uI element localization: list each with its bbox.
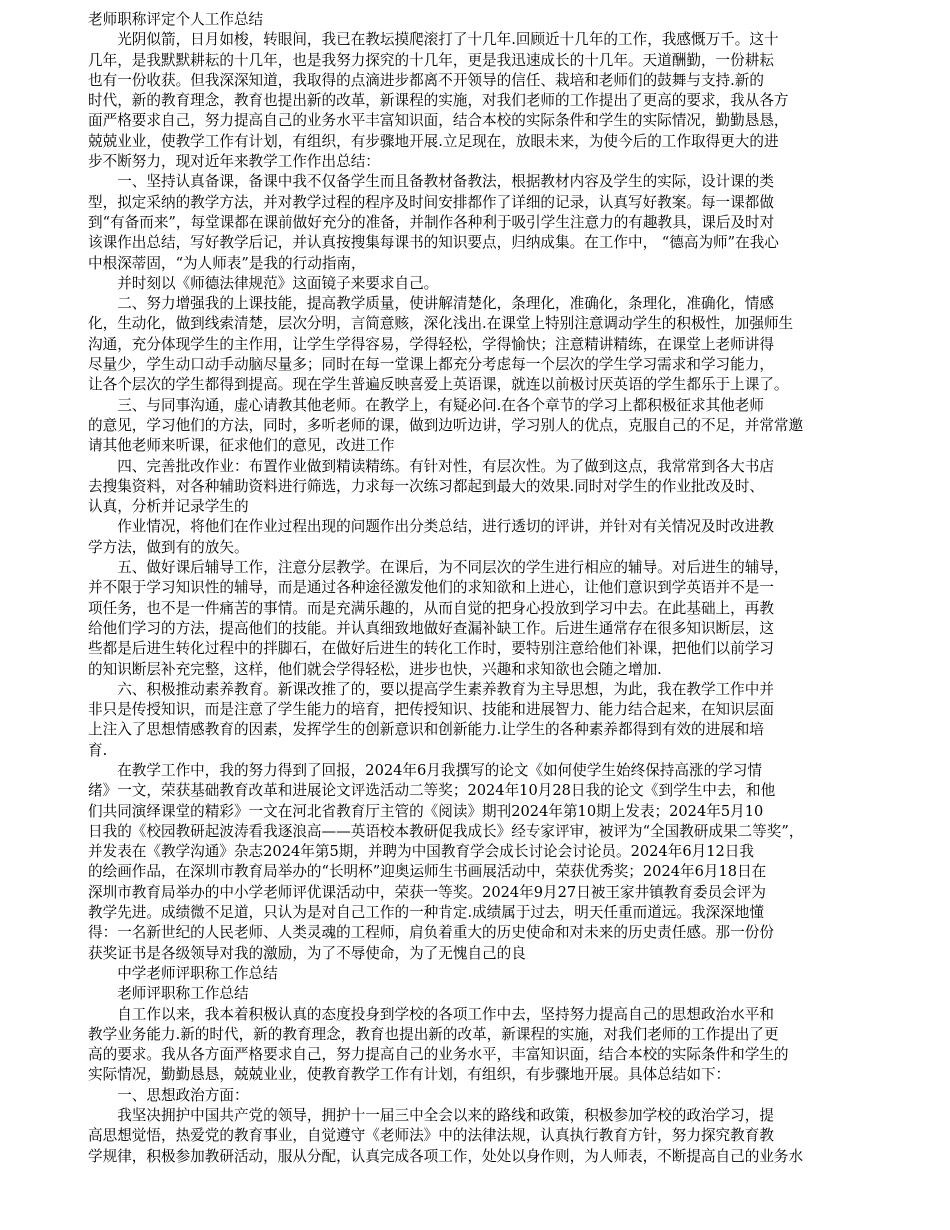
text-line: 学方法，做到有的放矢。 bbox=[88, 538, 249, 556]
text-line: 教学先进。成绩微不足道，只认为是对自己工作的一种肯定.成绩属于过去，明天任重而道远。我深深地懂 bbox=[88, 904, 764, 922]
text-line: 高思想觉悟，热爱党的教育事业，自觉遵守《老师法》中的法律法规，认真执行教育方针，努力探究教育教 bbox=[88, 1127, 774, 1145]
text-line: 获奖证书是各级领导对我的激励，为了不辱使命，为了无愧自己的良 bbox=[88, 944, 526, 962]
document-body bbox=[88, 10, 862, 1167]
text-line: 并时刻以《师德法律规范》这面镜子来要求自己。 bbox=[117, 274, 439, 292]
text-line: 的绘画作品，在深圳市教育局举办的“长明杯”迎奥运师生书画展活动中，荣获优秀奖；2024年6月18日在 bbox=[88, 863, 767, 881]
text-line: 去搜集资料，对各种辅助资料进行筛选，力求每一次练习都起到最大的效果.同时对学生的作业批改及时、 bbox=[88, 477, 764, 495]
text-line: 我坚决拥护中国共产党的领导，拥护十一届三中全会以来的路线和政策，积极参加学校的政治学习，提 bbox=[117, 1107, 774, 1125]
text-line: 一、坚持认真备课，备课中我不仅备学生而且备教材备教法，根据教材内容及学生的实际，设计课的类 bbox=[117, 173, 774, 191]
text-line: 并不限于学习知识性的辅导，而是通过各种途径激发他们的求知欲和上进心，让他们意识到学英语并不是一 bbox=[88, 579, 774, 597]
text-line: 项任务，也不是一件痛苦的事情。而是充满乐趣的，从而自觉的把身心投放到学习中去。在此基础上，再教 bbox=[88, 599, 774, 617]
text-line: 沟通，充分体现学生的主作用，让学生学得容易，学得轻松，学得愉快；注意精讲精练，在课堂上老师讲得 bbox=[88, 335, 774, 353]
text-line: 化，生动化，做到线索清楚，层次分明，言简意赅，深化浅出.在课堂上特别注意调动学生的积极性，加强师生 bbox=[88, 315, 794, 333]
text-line: 实际情况，勤勤恳恳，兢兢业业，使教育教学工作有计划，有组织，有步骤地开展。具体总结如下： bbox=[88, 1066, 731, 1084]
text-line: 自工作以来，我本着积极认真的态度投身到学校的各项工作中去，坚持努力提高自己的思想政治水平和 bbox=[117, 1005, 774, 1023]
text-line: 让各个层次的学生都得到提高。现在学生普遍反映喜爱上英语课，就连以前极讨厌英语的学生都乐于上课了。 bbox=[88, 376, 789, 394]
text-line: 深圳市教育局举办的中小学老师评优课活动中，荣获一等奖。2024年9月27日被王家井镇教育委员会评为 bbox=[88, 883, 766, 901]
text-line: 绪》一文，荣获基础教育改革和进展论文评选活动二等奖；2024年10月28日我的论文《到学生中去，和他 bbox=[88, 782, 776, 800]
text-line: 三、与同事沟通，虚心请教其他老师。在教学上，有疑必问.在各个章节的学习上都积极征求其他老师 bbox=[117, 396, 764, 414]
text-line: 作业情况，将他们在作业过程出现的问题作出分类总结，进行透切的评讲，并针对有关情况及时改进教 bbox=[117, 518, 774, 536]
text-line: 六、积极推动素养教育。新课改推了的，要以提高学生素养教育为主导思想，为此，我在教学工作中并 bbox=[117, 680, 774, 698]
text-line: 光阴似箭，日月如梭，转眼间，我已在教坛摸爬滚打了十几年.回顾近十几年的工作，我感慨万千。这十 bbox=[117, 31, 779, 49]
document-title: 老师职称评定个人工作总结 bbox=[88, 11, 264, 28]
text-line: 型，拟定采纳的教学方法，并对教学过程的程序及时间安排都作了详细的记录，认真写好教案。每一课都做 bbox=[88, 193, 774, 211]
text-line: 步不断努力，现对近年来教学工作作出总结： bbox=[88, 153, 380, 171]
text-line: 时代，新的教育理念，教育也提出新的改革，新课程的实施，对我们老师的工作提出了更高的要求，我从各方 bbox=[88, 92, 789, 110]
text-line: 兢兢业业，使教学工作有计划，有组织，有步骤地开展.立足现在，放眼未来，为使今后的工作取得更大的进 bbox=[88, 132, 779, 150]
text-line: 日我的《校园教研起波涛看我逐浪高——英语校本教研促我成长》经专家评审，被评为“全国教研成果二等奖”， bbox=[88, 822, 804, 840]
text-line: 五、做好课后辅导工作，注意分层教学。在课后，为不同层次的学生进行相应的辅导。对后进生的辅导， bbox=[117, 559, 789, 577]
text-line: 些都是后进生转化过程中的拌脚石，在做好后进生的转化工作时，要特别注意给他们补课，把他们以前学习 bbox=[88, 640, 774, 658]
text-line: 到“有备而来”，每堂课都在课前做好充分的准备，并制作各种利于吸引学生注意力的有趣教具，课后及时对 bbox=[88, 213, 775, 231]
text-line: 们共同演绎课堂的精彩》一文在河北省教育厅主管的《阅读》期刊2024年第10期上发表；2024年5月10 bbox=[88, 802, 764, 820]
text-line: 教学业务能力.新的时代，新的教育理念，教育也提出新的改革，新课程的实施，对我们老师的工作提出了更 bbox=[88, 1025, 779, 1043]
text-line: 的意见，学习他们的方法，同时，多听老师的课，做到边听边讲，学习别人的优点，克服自己的不足，并常常邀 bbox=[88, 416, 804, 434]
text-line: 上注入了思想情感教育的因素，发挥学生的创新意识和创新能力.让学生的各种素养都得到有效的进展和培 bbox=[88, 721, 764, 739]
text-line: 面严格要求自己，努力提高自己的业务水平丰富知识面，结合本校的实际条件和学生的实际情况，勤勤恳恳， bbox=[88, 112, 789, 130]
text-line: 中学老师评职称工作总结 bbox=[117, 964, 278, 982]
text-line: 并发表在《教学沟通》杂志2024年第5期，并聘为中国教育学会成长讨论会讨论员。2024年6月12日我 bbox=[88, 843, 754, 861]
text-line: 得：一名新世纪的人民老师、人类灵魂的工程师，肩负着重大的历史使命和对未来的历史责任感。那一份份 bbox=[88, 924, 774, 942]
text-line: 给他们学习的方法，提高他们的技能。并认真细致地做好查漏补缺工作。后进生通常存在很多知识断层，这 bbox=[88, 619, 774, 637]
text-line: 中根深蒂固，“为人师表”是我的行动指南， bbox=[88, 254, 366, 272]
text-line: 尽量少，学生动口动手动脑尽量多；同时在每一堂课上都充分考虑每一个层次的学生学习需求和学习能力， bbox=[88, 356, 774, 374]
text-line: 四、完善批改作业：布置作业做到精读精练。有针对性，有层次性。为了做到这点，我常常到各大书店 bbox=[117, 457, 774, 475]
text-line: 请其他老师来听课，征求他们的意见，改进工作 bbox=[88, 437, 395, 455]
text-line: 二、努力增强我的上课技能，提高教学质量，使讲解清楚化，条理化，准确化，条理化，准确化，情感 bbox=[117, 295, 774, 313]
text-line: 也有一份收获。但我深深知道，我取得的点滴进步都离不开领导的信任、栽培和老师们的鼓舞与支持.新的 bbox=[88, 71, 764, 89]
text-line: 在教学工作中，我的努力得到了回报，2024年6月我撰写的论文《如何使学生始终保持高涨的学习情 bbox=[117, 761, 762, 779]
text-line: 的知识断层补充完整，这样，他们就会学得轻松，进步也快，兴趣和求知欲也会随之增加. bbox=[88, 660, 662, 678]
text-line: 高的要求。我从各方面严格要求自己，努力提高自己的业务水平，丰富知识面，结合本校的实际条件和学生的 bbox=[88, 1046, 789, 1064]
text-line: 一、思想政治方面： bbox=[117, 1086, 249, 1104]
text-line: 非只是传授知识，而是注意了学生能力的培育，把传授知识、技能和进展智力、能力结合起来，在知识层面 bbox=[88, 701, 774, 719]
text-line: 学规律，积极参加教研活动，服从分配，认真完成各项工作，处处以身作则，为人师表，不断提高自己的业务水 bbox=[88, 1147, 804, 1165]
text-line: 认真，分析并记录学生的 bbox=[88, 498, 249, 516]
text-line: 老师评职称工作总结 bbox=[117, 985, 249, 1003]
text-line: 几年，是我默默耕耘的十几年，也是我努力探究的十几年，更是我迅速成长的十几年。天道酬勤，一份耕耘 bbox=[88, 51, 774, 69]
text-line: 该课作出总结，写好教学后记，并认真按搜集每课书的知识要点，归纳成集。在工作中， “德高为师”在我心 bbox=[88, 234, 779, 252]
text-line: 育. bbox=[88, 741, 108, 759]
